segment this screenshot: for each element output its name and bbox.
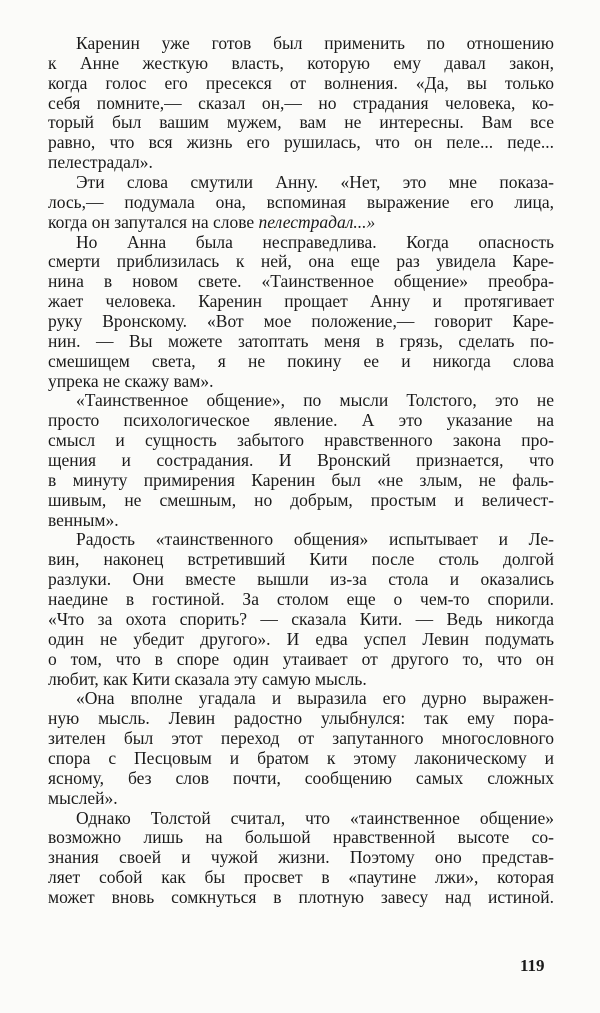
text-line: «Она вполне угадала и выразила его дурно выражен- (76, 688, 554, 709)
text-line: наедине в гостиной. За столом еще о чем-то спорили. (48, 589, 554, 610)
text-line: Эти слова смутили Анну. «Нет, это мне показа- (76, 172, 554, 193)
text-line: возможно лишь на большой нравственной высоте со- (48, 827, 554, 848)
paragraph (48, 173, 554, 233)
text-line: лось,— подумала она, вспоминая выражение его лица, (48, 191, 554, 212)
text-line: себя помните,— сказал он,— но страдания человека, ко- (48, 92, 554, 113)
text-line (48, 213, 554, 233)
book-page-text (48, 34, 554, 908)
text-line: к Анне жесткую власть, которую ему давал закон, (48, 52, 554, 73)
text-line: ную мысль. Левин радостно улыбнулся: так ему пора- (48, 708, 554, 729)
text-line: знания своей и чужой жизни. Поэтому оно представ- (48, 847, 554, 868)
text-line: шивым, не смешным, но добрым, простым и величест- (48, 489, 554, 510)
text-line: в минуту примирения Каренин был «не злым, не фаль- (48, 469, 554, 490)
text-line: нин. — Вы можете затоптать меня в грязь, сделать по- (48, 330, 554, 351)
text-line: один не убедит другого». И едва успел Левин подумать (48, 628, 554, 649)
text-line: пелестрадал». (48, 152, 153, 173)
text-line: венным». (48, 509, 119, 530)
text-line: спора с Песцовым и братом к этому лаконическому и (48, 747, 554, 768)
text-line: может вновь сомкнуться в плотную завесу над истиной. (48, 886, 554, 907)
text-line: «Что за охота спорить? — сказала Кити. — Ведь никогда (48, 608, 554, 629)
text-line: ясному, без слов почти, сообщению самых сложных (48, 767, 554, 788)
text-line: о том, что в споре один утаивает от другого то, что он (48, 648, 554, 669)
text-line: упрека не скажу вам». (48, 370, 214, 391)
paragraph (48, 233, 554, 392)
text-line: руку Вронскому. «Вот мое положение,— говорит Каре- (48, 311, 554, 332)
italic-text: пелестрадал...» (258, 211, 376, 232)
paragraph (48, 391, 554, 530)
paragraph (48, 809, 554, 908)
text-line: жает человека. Каренин прощает Анну и протягивает (48, 291, 554, 312)
text-line: вин, наконец встретивший Кити после столь долгой (48, 549, 554, 570)
text-segment: когда он запутался на слове (48, 211, 259, 232)
text-line: любит, как Кити сказала эту самую мысль. (48, 668, 367, 689)
text-line: торый был вашим мужем, вам не интересны. Вам все (48, 112, 554, 133)
text-line: смысл и сущность забытого нравственного закона про- (48, 430, 554, 451)
text-line: смешищем света, я не покину ее и никогда слова (48, 350, 554, 371)
text-line: зителен был этот переход от запутанного многословного (48, 728, 554, 749)
text-line: мыслей». (48, 787, 118, 808)
paragraph (48, 34, 554, 173)
text-line: «Таинственное общение», по мысли Толстого, это не (76, 390, 554, 411)
text-line: когда голос его пресекся от волнения. «Да, вы только (48, 72, 554, 93)
paragraph (48, 689, 554, 808)
text-line: Но Анна была несправедлива. Когда опасность (76, 231, 554, 252)
text-line: ляет собой как бы просвет в «паутине лжи», которая (48, 867, 554, 888)
text-line: смерти приблизилась к ней, она еще раз увидела Каре- (48, 251, 554, 272)
text-line: Каренин уже готов был применить по отношению (76, 33, 554, 53)
text-line: разлуки. Они вместе вышли из-за стола и оказались (48, 569, 554, 590)
text-line: щения и сострадания. И Вронский признается, что (48, 450, 554, 471)
text-line: Однако Толстой считал, что «таинственное общение» (76, 807, 554, 828)
text-line: Радость «таинственного общения» испытывает и Ле- (76, 529, 554, 550)
text-line: просто психологическое явление. А это указание на (48, 410, 554, 431)
text-line: нина в новом свете. «Таинственное общение» преобра- (48, 271, 554, 292)
page-number: 119 (520, 956, 545, 975)
text-line: равно, что вся жизнь его рушилась, что он пеле... педе... (48, 132, 554, 153)
paragraph (48, 530, 554, 689)
